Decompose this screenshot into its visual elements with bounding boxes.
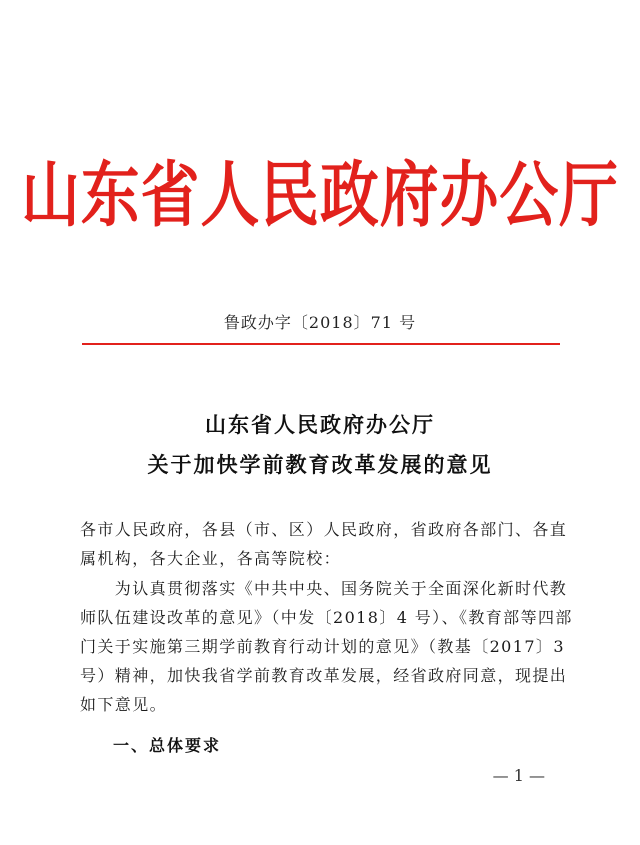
body-paragraph-line-2: 师队伍建设改革的意见》（中发〔2018〕4 号）、《教育部等四部 (80, 608, 573, 627)
body-paragraph-line-5: 如下意见。 (80, 695, 168, 714)
red-masthead: 山东省人民政府办公厅 (21, 154, 619, 238)
red-separator-line (82, 343, 560, 345)
document-number: 鲁政办字〔2018〕71 号 (223, 313, 417, 332)
body-paragraph-line-4: 号）精神，加快我省学前教育改革发展，经省政府同意，现提出 (80, 666, 568, 685)
page-number: — 1 — (492, 766, 545, 785)
section-heading: 一、总体要求 (113, 736, 222, 755)
addressees-line-1: 各市人民政府，各县（市、区）人民政府，省政府各部门、各直 (80, 520, 568, 539)
addressees-line-2: 属机构，各大企业，各高等院校： (80, 549, 342, 568)
body-paragraph-line-3: 门关于实施第三期学前教育行动计划的意见》（教基〔2017〕3 (80, 637, 565, 656)
document-title-line-1: 山东省人民政府办公厅 (205, 412, 435, 437)
document-title-line-2: 关于加快学前教育改革发展的意见 (147, 452, 493, 477)
body-paragraph-line-1: 为认真贯彻落实《中共中央、国务院关于全面深化新时代教 (80, 579, 568, 598)
